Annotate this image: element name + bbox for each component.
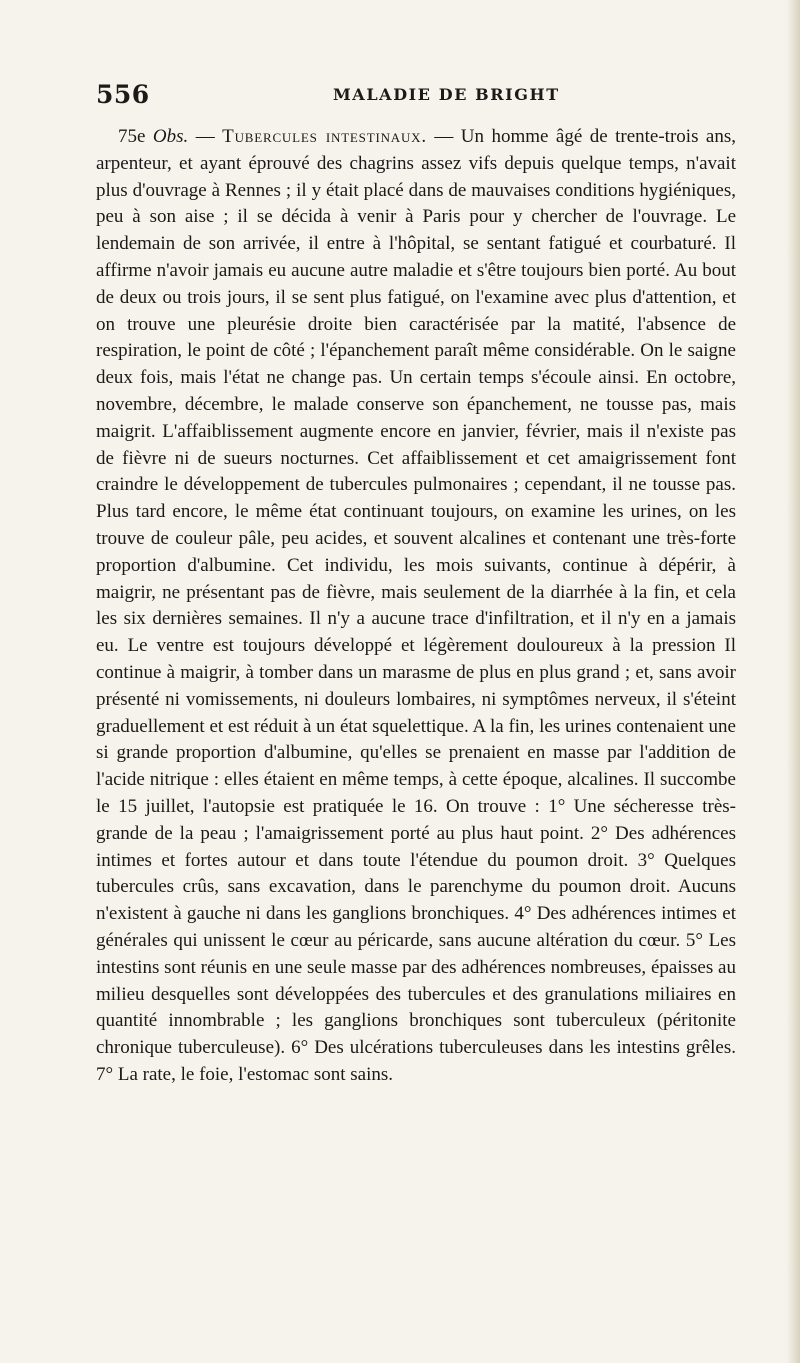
dash-separator: — <box>426 126 461 147</box>
dash-separator: — <box>188 126 223 147</box>
observation-label: Obs. <box>152 126 189 147</box>
page-number: 556 <box>96 80 150 109</box>
running-title: MALADIE DE BRIGHT <box>333 85 560 104</box>
page-edge-shadow <box>786 0 800 1363</box>
observation-text: Un homme âgé de trente-trois ans, arpenteur, et ayant éprouvé des chagrins assez vifs depuis quelque temps, n'avait plus d'ouvrage à Rennes ; il y était placé dans de mauvaises conditions hygiéniques, peu à son aise ; il se décida à venir à Paris pour y chercher de l'ouvrage. Le lendemain de son arrivée, il entre à l'hôpital, se sentant fatigué et courbaturé. Il affirme n'avoir jamais eu aucune autre maladie et s'être toujours bien porté. Au bout de deux ou trois jours, il se sent plus fatigué, on l'examine avec plus d'attention, et on trouve une pleurésie droite bien caractérisée par la matité, l'absence de respiration, le point de côté ; l'épanchement paraît même considérable. On le saigne deux fois, mais l'état ne change pas. Un certain temps s'écoule ainsi. En octobre, novembre, décembre, le malade conserve son épanchement, ne tousse pas, mais maigrit. L'affaiblissement augmente encore en janvier, février, mais il n'existe pas de fièvre ni de sueurs nocturnes. Cet affaiblissement et cet amaigrissement font craindre le développement de tubercules pulmonaires ; cependant, il ne tousse pas. Plus tard encore, le même état continuant toujours, on examine les urines, on les trouve de couleur pâle, peu acides, et souvent alcalines et contenant une très-forte proportion d'albumine. Cet individu, les mois suivants, continue à dépérir, à maigrir, ne présentant pas de fièvre, mais seulement de la diarrhée à la fin, et cela les six dernières semaines. Il n'y a aucune trace d'infiltration, et il n'y en a jamais eu. Le ventre est toujours développé et légèrement douloureux à la pression Il continue à maigrir, à tomber dans un marasme de plus en plus grand ; et, sans avoir présenté ni vomissements, ni douleurs lombaires, ni symptômes nerveux, il s'éteint graduellement et est réduit à un état squelettique. A la fin, les urines contenaient une si grande proportion d'albumine, qu'elles se prenaient en masse par l'addition de l'acide nitrique : elles étaient en même temps, à cette époque, alcalines. Il succombe le 15 juillet, l'autopsie est pratiquée le 16. On trouve : 1° Une sécheresse très-grande de la peau ; l'amaigrissement porté au plus haut point. 2° Des adhérences intimes et fortes autour et dans toute l'étendue du poumon droit. 3° Quelques tubercules crûs, sans excavation, dans le parenchyme du poumon droit. Aucuns n'existent à gauche ni dans les ganglions bronchiques. 4° Des adhérences intimes et générales qui unissent le cœur au péricarde, sans aucune altération du cœur. 5° Les intestins sont réunis en une seule masse par des adhérences nombreuses, épaisses au milieu desquelles sont développées des tubercules et des granulations miliaires en quantité innombrable ; les ganglions bronchiques sont tuberculeux (péritonite chronique tuberculeuse). 6° Des ulcérations tuberculeuses dans les intestins grêles. 7° La rate, le foie, l'estomac sont sains. <box>96 126 736 1085</box>
observation-number: 75e <box>118 126 146 147</box>
observation-paragraph <box>96 124 736 1089</box>
observation-title: Tubercules intestinaux. <box>222 126 427 147</box>
page-header <box>96 80 736 112</box>
